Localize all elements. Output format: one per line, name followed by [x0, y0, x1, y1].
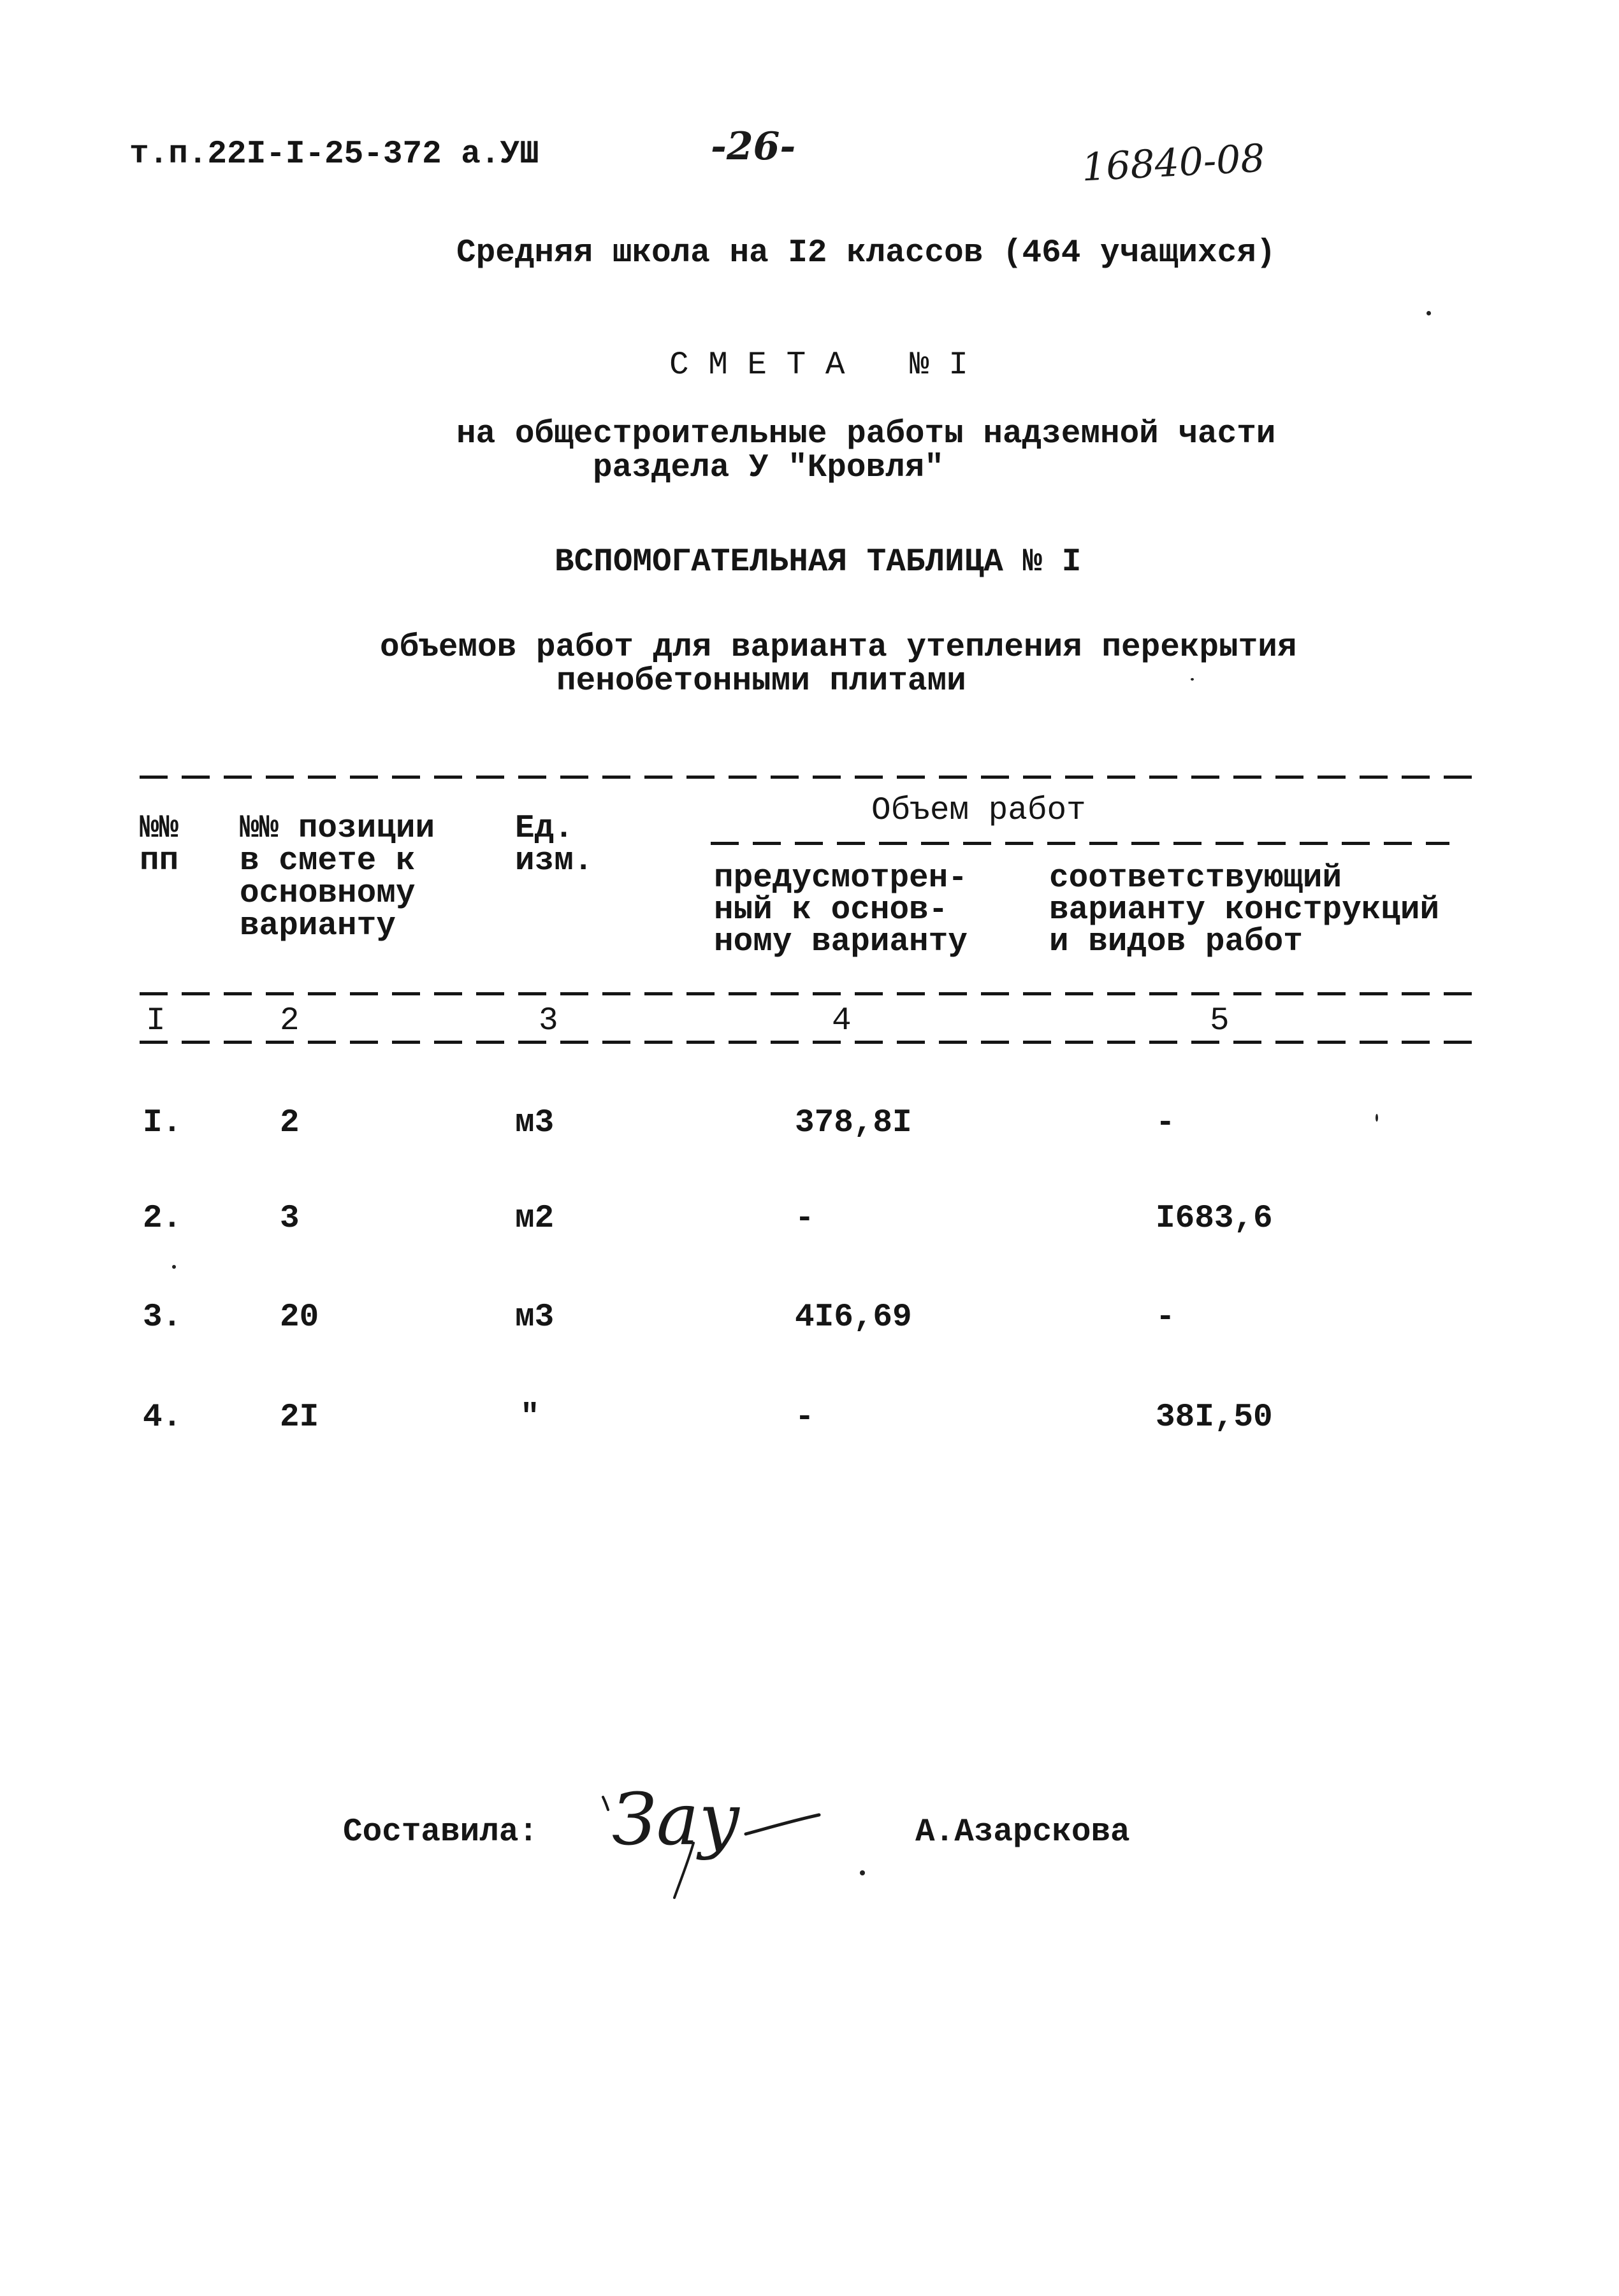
- row-base-volume: 378,8I: [795, 1105, 912, 1141]
- table-description-line-1: объемов работ для варианта утепления перекрытия: [380, 630, 1297, 666]
- table-description-line-2: пенобетонными плитами: [556, 663, 966, 700]
- row-position: 3: [280, 1201, 300, 1237]
- scan-speck: [1191, 678, 1194, 681]
- scan-speck: [172, 1265, 176, 1269]
- row-variant-volume: I683,6: [1156, 1201, 1273, 1237]
- column-number: 2: [280, 1003, 300, 1039]
- subject-line-1: на общестроительные работы надземной части: [456, 416, 1276, 452]
- row-base-volume: 4I6,69: [795, 1299, 912, 1336]
- header-line: Ед.: [515, 811, 574, 847]
- row-position: 2: [280, 1105, 300, 1141]
- row-unit: м3: [515, 1299, 555, 1336]
- subject-line-2: раздела У "Кровля": [593, 450, 944, 486]
- column-number: 3: [539, 1003, 558, 1039]
- scan-speck: [1376, 1114, 1378, 1122]
- smeta-heading: С М Е Т А: [669, 347, 845, 384]
- column-number: 4: [832, 1003, 852, 1039]
- header-line: ный к основ-: [714, 892, 948, 928]
- header-line: изм.: [515, 843, 593, 879]
- header-line: в смете к: [240, 843, 416, 879]
- document-code: т.п.22I-I-25-372 а.УШ: [129, 136, 539, 173]
- row-unit: м2: [515, 1201, 555, 1237]
- smeta-number: № I: [910, 347, 968, 384]
- row-number: 4.: [143, 1399, 182, 1436]
- header-line: и видов работ: [1049, 924, 1303, 960]
- compiled-by-label: Составила:: [343, 1814, 539, 1851]
- row-unit: м3: [515, 1105, 555, 1141]
- row-variant-volume: 38I,50: [1156, 1399, 1273, 1436]
- signature-flourish: [599, 1779, 829, 1905]
- table-title: ВСПОМОГАТЕЛЬНАЯ ТАБЛИЦА № I: [555, 544, 1082, 581]
- header-line: варианту конструкций: [1049, 892, 1440, 928]
- scan-speck: [860, 1870, 865, 1875]
- page-number: -26-: [711, 124, 796, 169]
- compiler-name: А.Азарскова: [915, 1814, 1130, 1851]
- row-base-volume: -: [795, 1399, 815, 1436]
- row-position: 2I: [280, 1399, 319, 1436]
- header-bottom-rule: [140, 992, 1472, 995]
- row-number: 3.: [143, 1299, 182, 1336]
- signature: Зау: [612, 1779, 741, 1861]
- header-line: варианту: [240, 908, 396, 944]
- school-title: Средняя школа на I2 классов (464 учащихся): [456, 235, 1276, 271]
- archive-number: 16840-08: [1080, 136, 1267, 191]
- header-group-volume: Объем работ: [871, 793, 1086, 829]
- header-line: №№ позиции: [240, 811, 435, 847]
- header-line: предусмотрен-: [714, 860, 968, 897]
- row-number: 2.: [143, 1201, 182, 1237]
- header-line: ному варианту: [714, 924, 968, 960]
- row-variant-volume: -: [1156, 1299, 1175, 1336]
- header-line: №№: [140, 811, 179, 847]
- column-number-rule: [140, 1041, 1472, 1044]
- row-variant-volume: -: [1156, 1105, 1175, 1141]
- row-position: 20: [280, 1299, 319, 1336]
- header-line: пп: [140, 843, 179, 879]
- header-group-rule: [711, 842, 1449, 845]
- table-top-rule: [140, 776, 1472, 779]
- scan-speck: [1427, 311, 1431, 315]
- column-number: 5: [1210, 1003, 1230, 1039]
- row-base-volume: -: [795, 1201, 815, 1237]
- header-line: соответствующий: [1049, 860, 1342, 897]
- column-number: I: [146, 1003, 166, 1039]
- row-unit: ": [520, 1399, 540, 1436]
- row-number: I.: [143, 1105, 182, 1141]
- header-line: основному: [240, 876, 416, 912]
